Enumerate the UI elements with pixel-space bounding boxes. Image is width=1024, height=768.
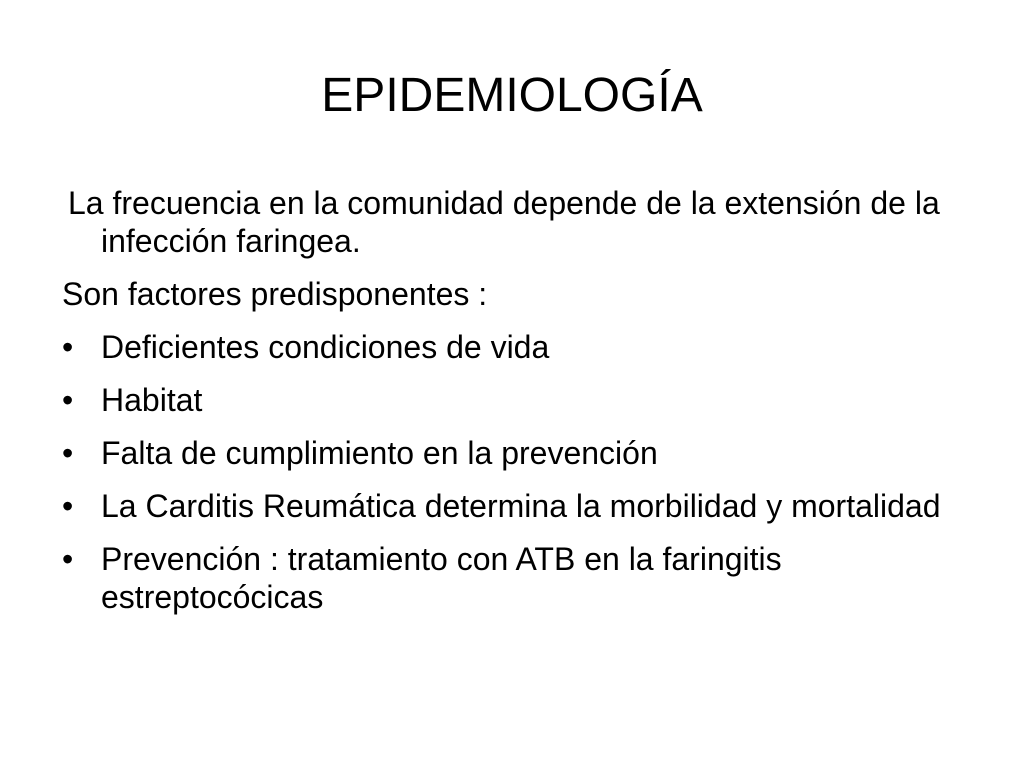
bullet-marker: • xyxy=(62,382,74,418)
bullet-item xyxy=(62,540,982,616)
bullet-item xyxy=(62,328,982,366)
bullet-marker: • xyxy=(62,541,74,577)
slide-title: EPIDEMIOLOGÍA xyxy=(321,69,703,122)
bullet-marker: • xyxy=(62,488,74,524)
bullet-marker: • xyxy=(62,435,74,471)
bullet-item xyxy=(62,434,982,472)
slide-body xyxy=(62,184,982,631)
bullet-text: Falta de cumplimiento en la prevención xyxy=(101,435,658,471)
bullet-item xyxy=(62,487,982,525)
bullet-text: Deficientes condiciones de vida xyxy=(101,329,550,365)
intro-paragraph: La frecuencia en la comunidad depende de la extensión de la infección faringea. xyxy=(68,185,940,259)
bullet-item xyxy=(62,381,982,419)
bullet-marker: • xyxy=(62,329,74,365)
factors-heading: Son factores predisponentes : xyxy=(62,276,488,312)
bullet-text: Prevención : tratamiento con ATB en la faringitis estreptocócicas xyxy=(101,541,782,615)
bullet-text: Habitat xyxy=(101,382,203,418)
bullet-text: La Carditis Reumática determina la morbilidad y mortalidad xyxy=(101,488,941,524)
